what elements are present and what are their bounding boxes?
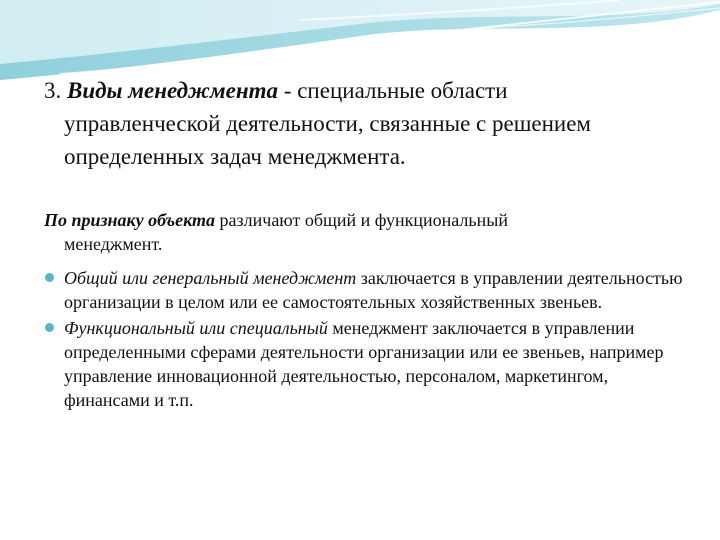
heading-rest: - специальные области xyxy=(278,78,508,103)
bullet-dot-icon xyxy=(45,323,54,332)
definition-paragraph xyxy=(44,208,694,256)
list-item xyxy=(44,316,694,412)
slide-heading xyxy=(44,74,684,173)
heading-number: 3. xyxy=(44,78,67,103)
heading-line-2: управленческой деятельности, связанные с решением xyxy=(64,111,591,136)
bullet-dot-icon xyxy=(45,273,54,282)
list-item xyxy=(44,266,694,314)
heading-line-3: определенных задач менеджмента. xyxy=(64,144,406,169)
definition-term: По признаку объекта xyxy=(44,210,216,230)
bullet-text: менеджмент заключается в управлении определенными сферами деятельности организации или ее звеньев, например управление инновационной деятельностью, персоналом, маркетингом, финансами и т.п. xyxy=(64,318,664,410)
bullet-term: Функциональный или специальный xyxy=(64,318,328,338)
definition-rest: различают общий и функциональный xyxy=(215,210,508,230)
bullet-list xyxy=(44,266,694,412)
bullet-term: Общий или генеральный менеджмент xyxy=(64,268,357,288)
definition-line-2: менеджмент. xyxy=(64,234,163,254)
bullet-text: заключается в управлении деятельностью организации в целом или ее самостоятельных хозяйственных звеньев. xyxy=(64,268,683,312)
heading-term: Виды менеджмента xyxy=(67,78,279,103)
